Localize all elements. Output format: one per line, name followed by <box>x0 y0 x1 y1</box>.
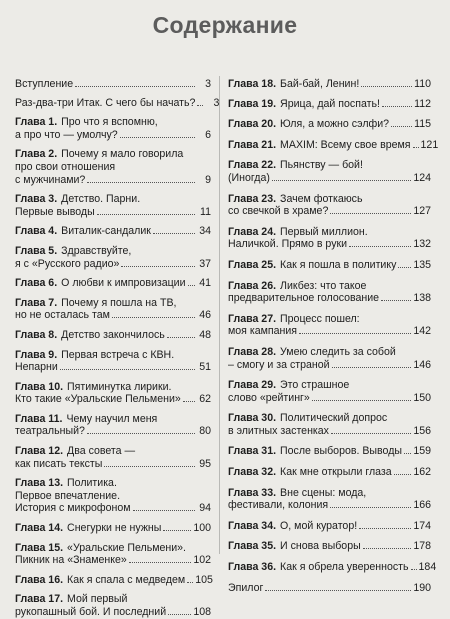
chapter-number: Глава 17. <box>15 593 64 606</box>
chapter-title-line: а про что — умолчу? <box>15 128 118 141</box>
page-number: 190 <box>413 581 431 594</box>
chapter-number: Глава 12. <box>15 445 64 458</box>
dot-leader <box>188 285 195 286</box>
chapter-title-line: Эпилог <box>228 581 264 594</box>
dot-leader <box>359 528 411 529</box>
toc-entry[interactable] <box>15 193 211 218</box>
page-number: 132 <box>413 238 431 251</box>
column-divider <box>219 76 220 554</box>
chapter-title-line: После выборов. Выводы <box>280 445 403 458</box>
dot-leader <box>332 367 412 368</box>
toc-entry[interactable] <box>228 582 431 595</box>
chapter-number: Глава 27. <box>228 312 277 325</box>
page-number: 62 <box>199 393 211 406</box>
chapter-title-line: Это страшное <box>280 379 350 392</box>
page-number: 48 <box>199 328 211 341</box>
chapter-title-line: я с «Русского радио» <box>15 257 120 270</box>
toc-entry[interactable] <box>15 297 211 322</box>
chapter-number: Глава 26. <box>228 279 277 292</box>
page-number: 150 <box>413 391 431 404</box>
toc-entry[interactable] <box>228 98 431 111</box>
dot-leader <box>129 562 192 563</box>
toc-entry[interactable] <box>228 561 437 574</box>
chapter-title-line: фестивали, колония <box>228 499 329 512</box>
chapter-number: Глава 16. <box>15 573 64 586</box>
chapter-number: Глава 34. <box>228 519 277 532</box>
dot-leader <box>187 582 193 583</box>
dot-leader <box>363 548 412 549</box>
chapter-number: Глава 36. <box>228 561 277 574</box>
chapter-title-line: Два совета — <box>67 445 136 458</box>
page-number: 80 <box>199 425 211 438</box>
dot-leader <box>168 614 191 615</box>
dot-leader <box>197 105 203 106</box>
chapter-number: Глава 28. <box>228 345 277 358</box>
dot-leader <box>411 569 417 570</box>
chapter-title-line: слово «рейтинг» <box>228 391 310 404</box>
chapter-title-line: Пикник на «Знаменке» <box>15 554 127 567</box>
chapter-title-line: И снова выборы <box>280 540 361 553</box>
page-number: 112 <box>414 97 431 110</box>
dot-leader <box>382 106 412 107</box>
page-number: 127 <box>413 205 431 218</box>
toc-entry[interactable] <box>228 226 431 251</box>
chapter-title-line: Почему я пошла на ТВ, <box>61 296 177 309</box>
toc-entry[interactable] <box>228 159 431 184</box>
page-number: 34 <box>199 225 211 238</box>
dot-leader <box>133 510 195 511</box>
chapter-title-line: Юля, а можно сэлфи? <box>280 118 390 131</box>
toc-entry[interactable] <box>15 381 211 406</box>
chapter-title-line: как писать тексты <box>15 457 103 470</box>
chapter-title-line: Чему научил меня <box>66 412 158 425</box>
toc-entry[interactable] <box>15 477 211 515</box>
page-number: 110 <box>414 78 431 90</box>
chapter-title-line: про свои отношения <box>15 160 116 173</box>
chapter-title-line: Виталик-сандалик <box>61 225 151 238</box>
page-number: 156 <box>413 424 431 437</box>
chapter-number: Глава 32. <box>228 466 277 479</box>
chapter-title-line: предварительное голосование <box>228 292 380 305</box>
page-number: 178 <box>413 540 431 553</box>
dot-leader <box>398 267 411 268</box>
chapter-title-line: Первое впечатление. <box>15 489 121 502</box>
chapter-title-line: рукопашный бой. И последний <box>15 606 167 618</box>
chapter-title-line: – смогу и за страной <box>228 358 330 371</box>
chapter-number: Глава 15. <box>15 541 64 554</box>
chapter-title-line: но не осталась там <box>15 309 110 322</box>
toc-entry[interactable] <box>15 225 211 238</box>
dot-leader <box>391 126 412 127</box>
page-number: 3 <box>205 78 211 90</box>
toc-entry[interactable] <box>228 280 431 305</box>
dot-leader <box>75 86 195 87</box>
chapter-title-line: Как я спала с медведем <box>67 573 186 586</box>
page-number: 135 <box>413 258 431 271</box>
chapter-title-line: Зачем фоткаюсь <box>280 192 363 205</box>
page-title: Содержание <box>152 12 298 38</box>
chapter-title-line: Как я обрела уверенность <box>280 561 409 574</box>
page-number: 162 <box>413 466 431 479</box>
dot-leader <box>87 182 195 183</box>
toc-entry[interactable] <box>228 193 431 218</box>
chapter-title-line: Непарни <box>15 361 58 374</box>
chapter-title-line: Первые выводы <box>15 205 95 218</box>
chapter-title-line: театральный? <box>15 425 85 438</box>
page-number: 124 <box>413 171 431 184</box>
toc-entry[interactable] <box>15 445 211 470</box>
toc-entry[interactable] <box>228 445 431 458</box>
chapter-title-line: Процесс пошел: <box>280 312 360 325</box>
chapter-number: Глава 31. <box>228 445 277 458</box>
chapter-title-line: О, мой куратор! <box>280 519 358 532</box>
page-number: 51 <box>199 361 211 374</box>
chapter-title-line: со свечкой в храме? <box>228 205 329 218</box>
chapter-title-line: Вне сцены: мода, <box>280 486 367 499</box>
chapter-title-line: Про что я вспомню, <box>61 116 158 129</box>
chapter-title-line: Детство. Парни. <box>61 193 141 206</box>
page-number: 9 <box>205 173 211 186</box>
chapter-number: Глава 21. <box>228 138 277 151</box>
toc-entry[interactable] <box>228 138 439 152</box>
toc-entry[interactable] <box>228 412 431 437</box>
page-number: 166 <box>413 499 431 512</box>
page-number: 37 <box>199 257 211 270</box>
chapter-number: Глава 33. <box>228 486 277 499</box>
chapter-number: Глава 13. <box>15 477 64 490</box>
chapter-title-line: Здравствуйте, <box>61 244 132 257</box>
chapter-title-line: Ярица, дай поспать! <box>280 97 380 110</box>
dot-leader <box>394 474 412 475</box>
chapter-title-line: Умею следить за собой <box>280 345 396 358</box>
toc-entry[interactable] <box>228 540 431 553</box>
toc-entry[interactable] <box>228 346 431 371</box>
chapter-number: Глава 3. <box>15 193 58 206</box>
chapter-title-line: Вступление <box>15 78 74 90</box>
dot-leader <box>97 214 195 215</box>
chapter-title-line: Политический допрос <box>280 412 388 425</box>
chapter-number: Глава 35. <box>228 540 277 553</box>
toc-entry[interactable] <box>15 574 211 587</box>
chapter-title-line: Политика. <box>67 477 117 490</box>
chapter-number: Глава 14. <box>15 522 64 535</box>
page-number: 100 <box>193 522 211 535</box>
chapter-title-line: в элитных застенках <box>228 424 329 437</box>
toc-entry[interactable] <box>228 520 431 533</box>
toc-left-column <box>15 78 220 619</box>
toc-entry[interactable] <box>15 245 211 270</box>
chapter-number: Глава 4. <box>15 225 58 238</box>
chapter-title-line: Бай-бай, Ленин! <box>280 78 360 90</box>
chapter-title-line: Ликбез: что такое <box>280 279 367 292</box>
toc-entry[interactable] <box>15 542 211 567</box>
chapter-title-line: «Уральские Пельмени». <box>67 541 186 554</box>
chapter-number: Глава 18. <box>228 78 277 90</box>
chapter-title-line: Первый миллион. <box>280 225 368 238</box>
chapter-number: Глава 24. <box>228 225 277 238</box>
chapter-number: Глава 9. <box>15 348 58 361</box>
chapter-number: Глава 22. <box>228 159 277 172</box>
page-number: 95 <box>199 457 211 470</box>
toc-entry[interactable] <box>228 487 431 512</box>
page-number: 46 <box>199 309 211 322</box>
chapter-title-line: (Иногда) <box>228 171 270 184</box>
toc-entry[interactable] <box>15 329 211 342</box>
page-number: 6 <box>205 128 211 141</box>
dot-leader <box>167 337 195 338</box>
chapter-title-line: Почему я мало говорила <box>61 148 184 161</box>
chapter-title-line: Как мне открыли глаза <box>280 466 392 479</box>
page-number: 138 <box>413 292 431 305</box>
chapter-number: Глава 10. <box>15 380 64 393</box>
toc-entry[interactable] <box>228 78 431 91</box>
chapter-title-line: История с микрофоном <box>15 502 131 515</box>
chapter-number: Глава 29. <box>228 379 277 392</box>
toc-entry[interactable] <box>228 313 431 338</box>
dot-leader <box>381 300 411 301</box>
page-number: 11 <box>200 205 211 218</box>
page-number: 115 <box>414 118 431 131</box>
chapter-number: Глава 30. <box>228 412 277 425</box>
toc-entry[interactable] <box>15 96 220 110</box>
page-number: 146 <box>413 358 431 371</box>
dot-leader <box>330 213 411 214</box>
page-number: 184 <box>418 561 437 574</box>
page-number: 3 <box>213 96 220 109</box>
toc-entry[interactable] <box>15 116 211 141</box>
toc-entry[interactable] <box>228 118 431 131</box>
dot-leader <box>331 433 411 434</box>
page-number: 105 <box>195 573 213 586</box>
chapter-number: Глава 25. <box>228 258 277 271</box>
toc-entry[interactable] <box>15 148 211 186</box>
dot-leader <box>112 317 195 318</box>
chapter-number: Глава 6. <box>15 277 58 290</box>
chapter-title-line: Пьянству — бой! <box>280 159 363 172</box>
page-number: 108 <box>193 606 211 618</box>
chapter-number: Глава 5. <box>15 244 58 257</box>
chapter-number: Глава 2. <box>15 148 58 161</box>
toc-entry[interactable] <box>15 413 211 438</box>
dot-leader <box>312 400 412 401</box>
toc-entry[interactable] <box>228 379 431 404</box>
dot-leader <box>104 466 195 467</box>
dot-leader <box>349 246 411 247</box>
chapter-title-line: Раз-два-три Итак. С чего бы начать? <box>15 96 196 109</box>
dot-leader <box>120 137 195 138</box>
toc-right-column <box>228 78 439 594</box>
chapter-title-line: Кто такие «Уральские Пельмени» <box>15 393 181 406</box>
dot-leader <box>163 530 191 531</box>
chapter-number: Глава 7. <box>15 296 58 309</box>
chapter-number: Глава 19. <box>228 97 277 110</box>
page-number: 41 <box>199 277 211 290</box>
dot-leader <box>121 266 195 267</box>
chapter-number: Глава 20. <box>228 118 277 131</box>
dot-leader <box>272 180 411 181</box>
chapter-title-line: Первая встреча с КВН. <box>61 348 175 361</box>
page-number: 142 <box>413 325 431 338</box>
chapter-title-line: MAXIM: Всему свое время <box>280 138 411 151</box>
chapter-number: Глава 11. <box>15 412 63 425</box>
chapter-title-line: с мужчинами? <box>15 173 86 186</box>
chapter-title-line: О любви к импровизации <box>61 277 186 290</box>
dot-leader <box>265 590 411 591</box>
toc-entry[interactable] <box>15 349 211 374</box>
chapter-title-line: Снегурки не нужны <box>67 522 162 535</box>
chapter-number: Глава 8. <box>15 328 58 341</box>
toc-entry[interactable] <box>228 259 431 272</box>
dot-leader <box>60 369 195 370</box>
dot-leader <box>153 233 195 234</box>
chapter-title-line: Как я пошла в политику <box>280 258 397 271</box>
chapter-title-line: Наличкой. Прямо в руки <box>228 238 348 251</box>
dot-leader <box>361 86 412 87</box>
chapter-title-line: Мой первый <box>67 593 128 606</box>
dot-leader <box>299 333 411 334</box>
dot-leader <box>413 147 419 148</box>
dot-leader <box>404 453 411 454</box>
page-number: 102 <box>193 554 211 567</box>
chapter-number: Глава 23. <box>228 192 277 205</box>
chapter-title-line: Пятиминутка лирики. <box>67 380 172 393</box>
page-number: 94 <box>199 502 211 515</box>
chapter-title-line: моя кампания <box>228 325 298 338</box>
dot-leader <box>183 401 195 402</box>
page-number: 121 <box>420 138 439 151</box>
toc-entry[interactable] <box>15 277 211 290</box>
toc-entry[interactable] <box>15 593 211 618</box>
toc-entry[interactable] <box>15 522 211 535</box>
toc-entry[interactable] <box>228 466 431 479</box>
dot-leader <box>87 433 195 434</box>
page-number: 174 <box>413 519 431 532</box>
toc-entry[interactable] <box>15 78 211 91</box>
chapter-number: Глава 1. <box>15 116 58 129</box>
page-number: 159 <box>413 445 431 458</box>
chapter-title-line: Детство закончилось <box>61 328 165 341</box>
dot-leader <box>330 507 411 508</box>
